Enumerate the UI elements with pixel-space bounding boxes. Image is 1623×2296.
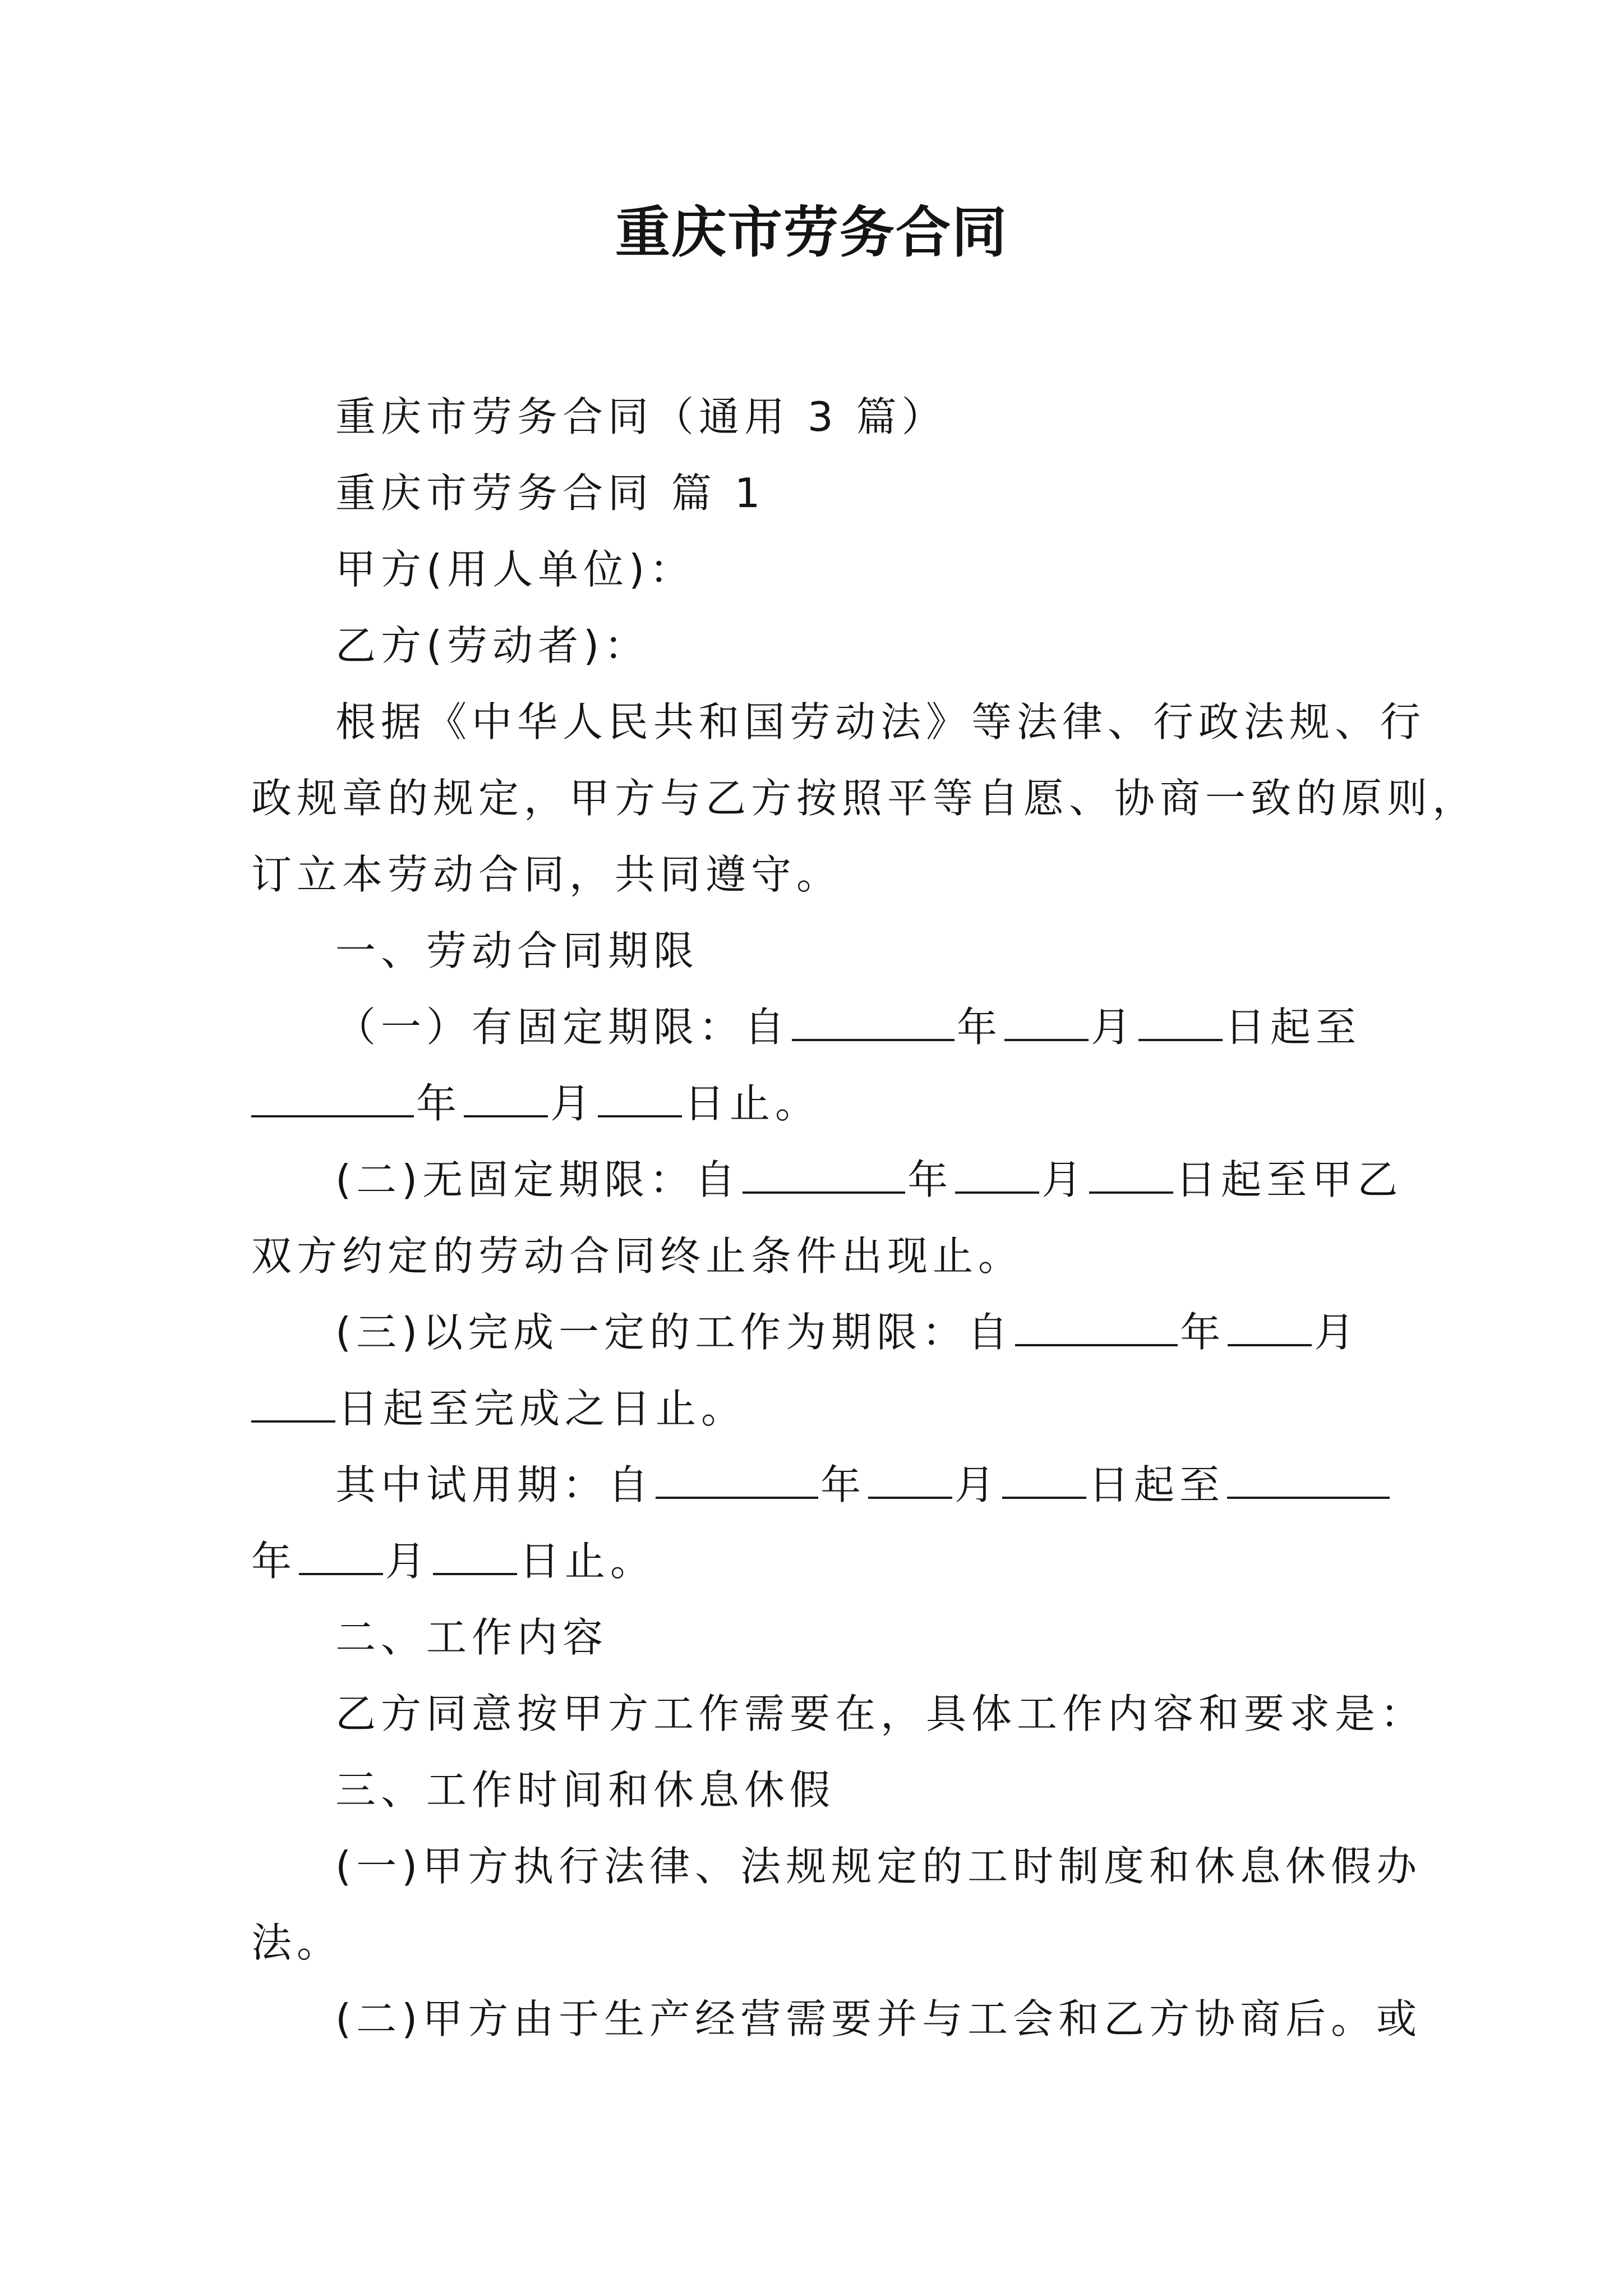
unit-year: 年 xyxy=(907,1156,953,1203)
unit-month: 月 xyxy=(550,1080,596,1127)
paragraph-party-a: 甲方(用人单位)： xyxy=(335,546,695,593)
unit-month: 月 xyxy=(1314,1309,1360,1356)
clause-task-term-suffix: 日起至完成之日止。 xyxy=(338,1385,747,1432)
clause-fixed-term-end: 日止。 xyxy=(684,1080,821,1127)
unit-month: 月 xyxy=(385,1538,431,1585)
blank-day-field[interactable] xyxy=(251,1387,335,1423)
clause-probation-end: 日止。 xyxy=(519,1538,656,1585)
clause-heading-work-content: 二、工作内容 xyxy=(335,1614,608,1661)
clause-work-hours-line-2: 法。 xyxy=(251,1919,343,1966)
clause-fixed-term-line-1 xyxy=(251,989,1387,1065)
clause-open-term-prefix: (二)无固定期限：自 xyxy=(335,1156,741,1203)
clause-task-term-line-1 xyxy=(251,1294,1387,1370)
unit-year: 年 xyxy=(820,1461,866,1508)
blank-year-field[interactable] xyxy=(1227,1463,1390,1499)
clause-open-term-suffix: 日起至甲乙 xyxy=(1175,1156,1403,1203)
blank-day-field[interactable] xyxy=(1138,1005,1223,1041)
clause-fixed-term-prefix: （一）有固定期限：自 xyxy=(335,1004,790,1051)
clause-heading-term: 一、劳动合同期限 xyxy=(335,927,699,974)
blank-year-field[interactable] xyxy=(251,1082,414,1117)
paragraph-preamble-line-1: 根据《中华人民共和国劳动法》等法律、行政法规、行 xyxy=(335,698,1426,746)
unit-month: 月 xyxy=(1091,1004,1137,1051)
clause-heading-work-hours: 三、工作时间和休息休假 xyxy=(335,1766,836,1814)
blank-month-field[interactable] xyxy=(868,1463,952,1499)
clause-work-hours-overtime: (二)甲方由于生产经营需要并与工会和乙方协商后。或 xyxy=(335,1995,1422,2042)
clause-work-content-text: 乙方同意按甲方工作需要在，具体工作内容和要求是： xyxy=(335,1690,1426,1737)
clause-work-hours-line-1: (一)甲方执行法律、法规规定的工时制度和休息休假办 xyxy=(335,1843,1422,1890)
clause-open-term-line-2: 双方约定的劳动合同终止条件出现止。 xyxy=(251,1232,1024,1280)
clause-fixed-term-line-2 xyxy=(251,1065,1387,1142)
unit-month: 月 xyxy=(1041,1156,1087,1203)
blank-year-field[interactable] xyxy=(1015,1310,1178,1346)
clause-task-term-line-2 xyxy=(251,1370,1387,1447)
paragraph-section-heading: 重庆市劳务合同 篇 1 xyxy=(335,470,766,517)
blank-year-field[interactable] xyxy=(743,1158,905,1194)
unit-year: 年 xyxy=(416,1080,462,1127)
clause-probation-line-2 xyxy=(251,1523,1387,1599)
clause-probation-prefix: 其中试用期：自 xyxy=(335,1461,654,1508)
paragraph-party-b: 乙方(劳动者)： xyxy=(335,622,650,669)
clause-open-term-line-1 xyxy=(251,1142,1403,1218)
blank-day-field[interactable] xyxy=(1089,1158,1173,1194)
blank-day-field[interactable] xyxy=(1002,1463,1086,1499)
clause-probation-mid: 日起至 xyxy=(1089,1461,1225,1508)
unit-year: 年 xyxy=(251,1538,297,1585)
blank-month-field[interactable] xyxy=(1004,1005,1089,1041)
unit-year: 年 xyxy=(1180,1309,1226,1356)
document-title: 重庆市劳务合同 xyxy=(615,200,1008,265)
blank-year-field[interactable] xyxy=(792,1005,955,1041)
paragraph-subtitle: 重庆市劳务合同（通用 3 篇） xyxy=(335,393,947,440)
document-body xyxy=(251,379,1478,2057)
blank-day-field[interactable] xyxy=(433,1539,517,1575)
clause-task-term-prefix: (三)以完成一定的工作为期限：自 xyxy=(335,1309,1013,1356)
paragraph-preamble-line-3: 订立本劳动合同，共同遵守。 xyxy=(251,851,842,898)
blank-month-field[interactable] xyxy=(955,1158,1039,1194)
unit-month: 月 xyxy=(955,1461,1000,1508)
blank-month-field[interactable] xyxy=(1228,1310,1312,1346)
blank-day-field[interactable] xyxy=(598,1082,682,1117)
unit-year: 年 xyxy=(957,1004,1003,1051)
blank-month-field[interactable] xyxy=(464,1082,548,1117)
blank-year-field[interactable] xyxy=(656,1463,818,1499)
clause-probation-line-1 xyxy=(251,1447,1387,1523)
blank-month-field[interactable] xyxy=(299,1539,383,1575)
paragraph-preamble-line-2: 政规章的规定，甲方与乙方按照平等自愿、协商一致的原则， xyxy=(251,775,1478,822)
clause-fixed-term-suffix: 日起至 xyxy=(1225,1004,1362,1051)
